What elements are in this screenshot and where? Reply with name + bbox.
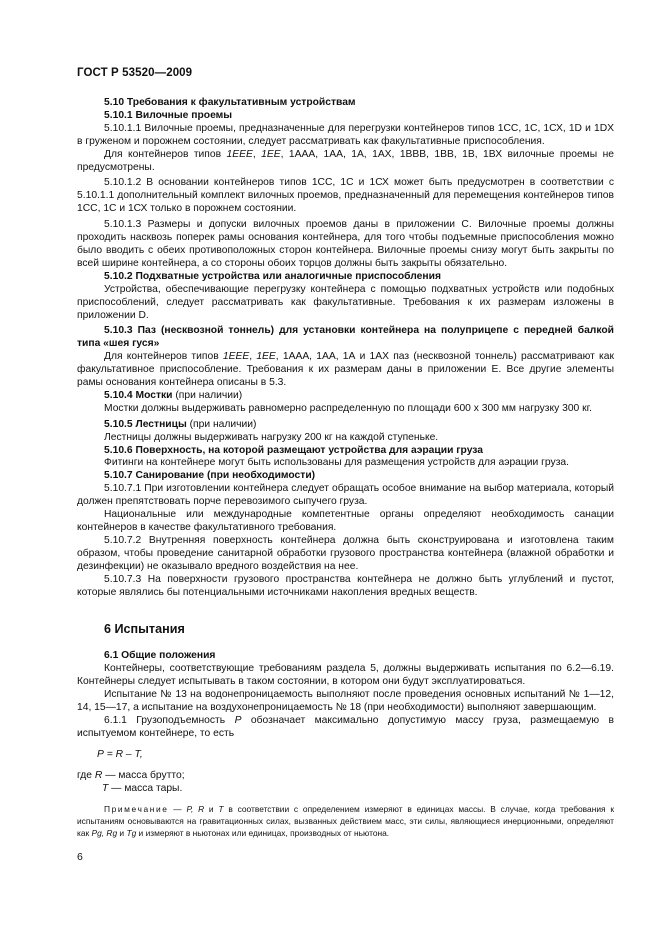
clause-5-10-1-title: 5.10.1 Вилочные проемы	[104, 109, 233, 121]
clause-5-10-7-3: 5.10.7.3 На поверхности грузового пространства контейнера не должно быть углублений и пустот, которые являлись бы потенциальными источниками накопления вредных веществ.	[77, 573, 614, 598]
clause-5-10-3-text: Для контейнеров типов 1EEE, 1EE, 1ААА, 1АА, 1А и 1АХ паз (несквозной тоннель) рассматривают как факультативное приспособление. Требования к их размерам даны в приложении Е. Все другие элементы рамы основания контейнера описаны в 5.3.	[77, 351, 614, 389]
formula-legend-gross: где R — масса брутто;	[77, 769, 185, 781]
clause-5-10-7-1: 5.10.7.1 При изготовлении контейнера следует обращать особое внимание на выбор материала, который должен препятствовать порче перевозимого сыпучего груза.	[77, 483, 614, 508]
clause-5-10-6-text: Фитинги на контейнере могут быть использованы для размещения устройств для аэрации груза.	[104, 457, 569, 469]
note-text: Примечание — P, R и T в соответствии с определением измеряют в единицах массы. В случае, когда требования к испытаниям основываются на гравитационных силах, вызванных действием масс, эти силы, являющиеся инерционными, определяют как Pg, Rg и Tg и измеряют в ньютонах или единицах, производных от ньютона.	[77, 804, 614, 838]
section-6-title: 6 Испытания	[104, 622, 185, 637]
clause-5-10-7-2: 5.10.7.2 Внутренняя поверхность контейнера должна быть сконструирована и изготовлена таким образом, чтобы проведение санитарной обработки грузового пространства контейнера (влажной обработки и дезинфекции) не оказывало вредного воздействия на нее.	[77, 534, 614, 572]
clause-5-10-4-title: 5.10.4 Мостки (при наличии)	[104, 389, 243, 401]
clause-5-10-5-text: Лестницы должны выдерживать нагрузку 200 кг на каждой ступеньке.	[104, 431, 439, 443]
clause-5-10-3-title: 5.10.3 Паз (несквозной тоннель) для установки контейнера на полуприцепе с передней балкой типа «шея гуся»	[77, 325, 614, 350]
clause-5-10-5-title: 5.10.5 Лестницы (при наличии)	[104, 418, 257, 430]
clause-6-1-title: 6.1 Общие положения	[104, 650, 216, 662]
payload-formula: Р = R – T,	[97, 748, 143, 760]
clause-6-1-text: Контейнеры, соответствующие требованиям раздела 5, должны выдерживать испытания по 6.2—6.19. Контейнеры следует испытывать в таком состоянии, в котором они будут эксплуатироваться.	[77, 663, 614, 688]
clause-5-10-6-title: 5.10.6 Поверхность, на которой размещают устройства для аэрации груза	[104, 444, 483, 456]
clause-5-10-title: 5.10 Требования к факультативным устройствам	[104, 97, 356, 108]
formula-legend-tare: T — масса тары.	[102, 782, 183, 794]
clause-6-1-1: 6.1.1 Грузоподъемность Р обозначает максимально допустимую массу груза, размещаемую в испытуемом контейнере, то есть	[77, 714, 614, 739]
clause-5-10-7-title: 5.10.7 Санирование (при необходимости)	[104, 470, 316, 482]
clause-5-10-1-1-types: Для контейнеров типов 1EEE, 1EE, 1ААА, 1АА, 1А, 1АХ, 1ВВВ, 1ВВ, 1В, 1ВХ вилочные проемы не предусмотрены.	[77, 148, 614, 173]
document-header: ГОСТ Р 53520—2009	[77, 67, 193, 79]
clause-5-10-1-2: 5.10.1.2 В основании контейнеров типов 1СС, 1С и 1СХ может быть предусмотрен в соответствии с 5.10.1.1 дополнительный комплект вилочных проемов, предназначенный для перемещения контейнеров типов 1СС, 1С и 1СХ только в порожнем состоянии.	[77, 177, 614, 215]
clause-5-10-2-text: Устройства, обеспечивающие перегрузку контейнера с помощью подхватных устройств или подобных приспособлений, следует рассматривать как факультативные. Требования к их размерам изложены в приложении D.	[77, 283, 614, 321]
page-number: 6	[77, 851, 83, 863]
clause-5-10-1-1: 5.10.1.1 Вилочные проемы, предназначенные для перегрузки контейнеров типов 1СС, 1С, 1СХ, 1D и 1DX в груженом и порожнем состоянии, следует рассматривать как факультативные приспособления.	[77, 122, 614, 147]
clause-5-10-7-1-national: Национальные или международные компетентные органы определяют необходимость санации контейнеров в качестве факультативного требования.	[77, 509, 614, 533]
clause-6-1-test-order: Испытание № 13 на водонепроницаемость выполняют после проведения основных испытаний № 1—12, 14, 15—17, а испытание на воздухонепроницаемость № 18 (при необходимости) выполняют завершающим.	[77, 689, 614, 713]
clause-5-10-4-text: Мостки должны выдерживать равномерно распределенную по площади 600 х 300 мм нагрузку 300 кг.	[104, 402, 593, 414]
clause-5-10-2-title: 5.10.2 Подхватные устройства или аналогичные приспособления	[104, 270, 441, 282]
clause-5-10-1-3: 5.10.1.3 Размеры и допуски вилочных проемов даны в приложении С. Вилочные проемы должны проходить насквозь поперек рамы основания контейнера, для того чтобы подъемные приспособления можно было вводить с обеих противоположных сторон контейнера. Вилочные проемы снизу могут быть закрыты по всей ширине контейнера, а со стороны обоих торцов должны быть закрыты обязательно.	[77, 219, 614, 269]
page-content	[77, 94, 614, 839]
